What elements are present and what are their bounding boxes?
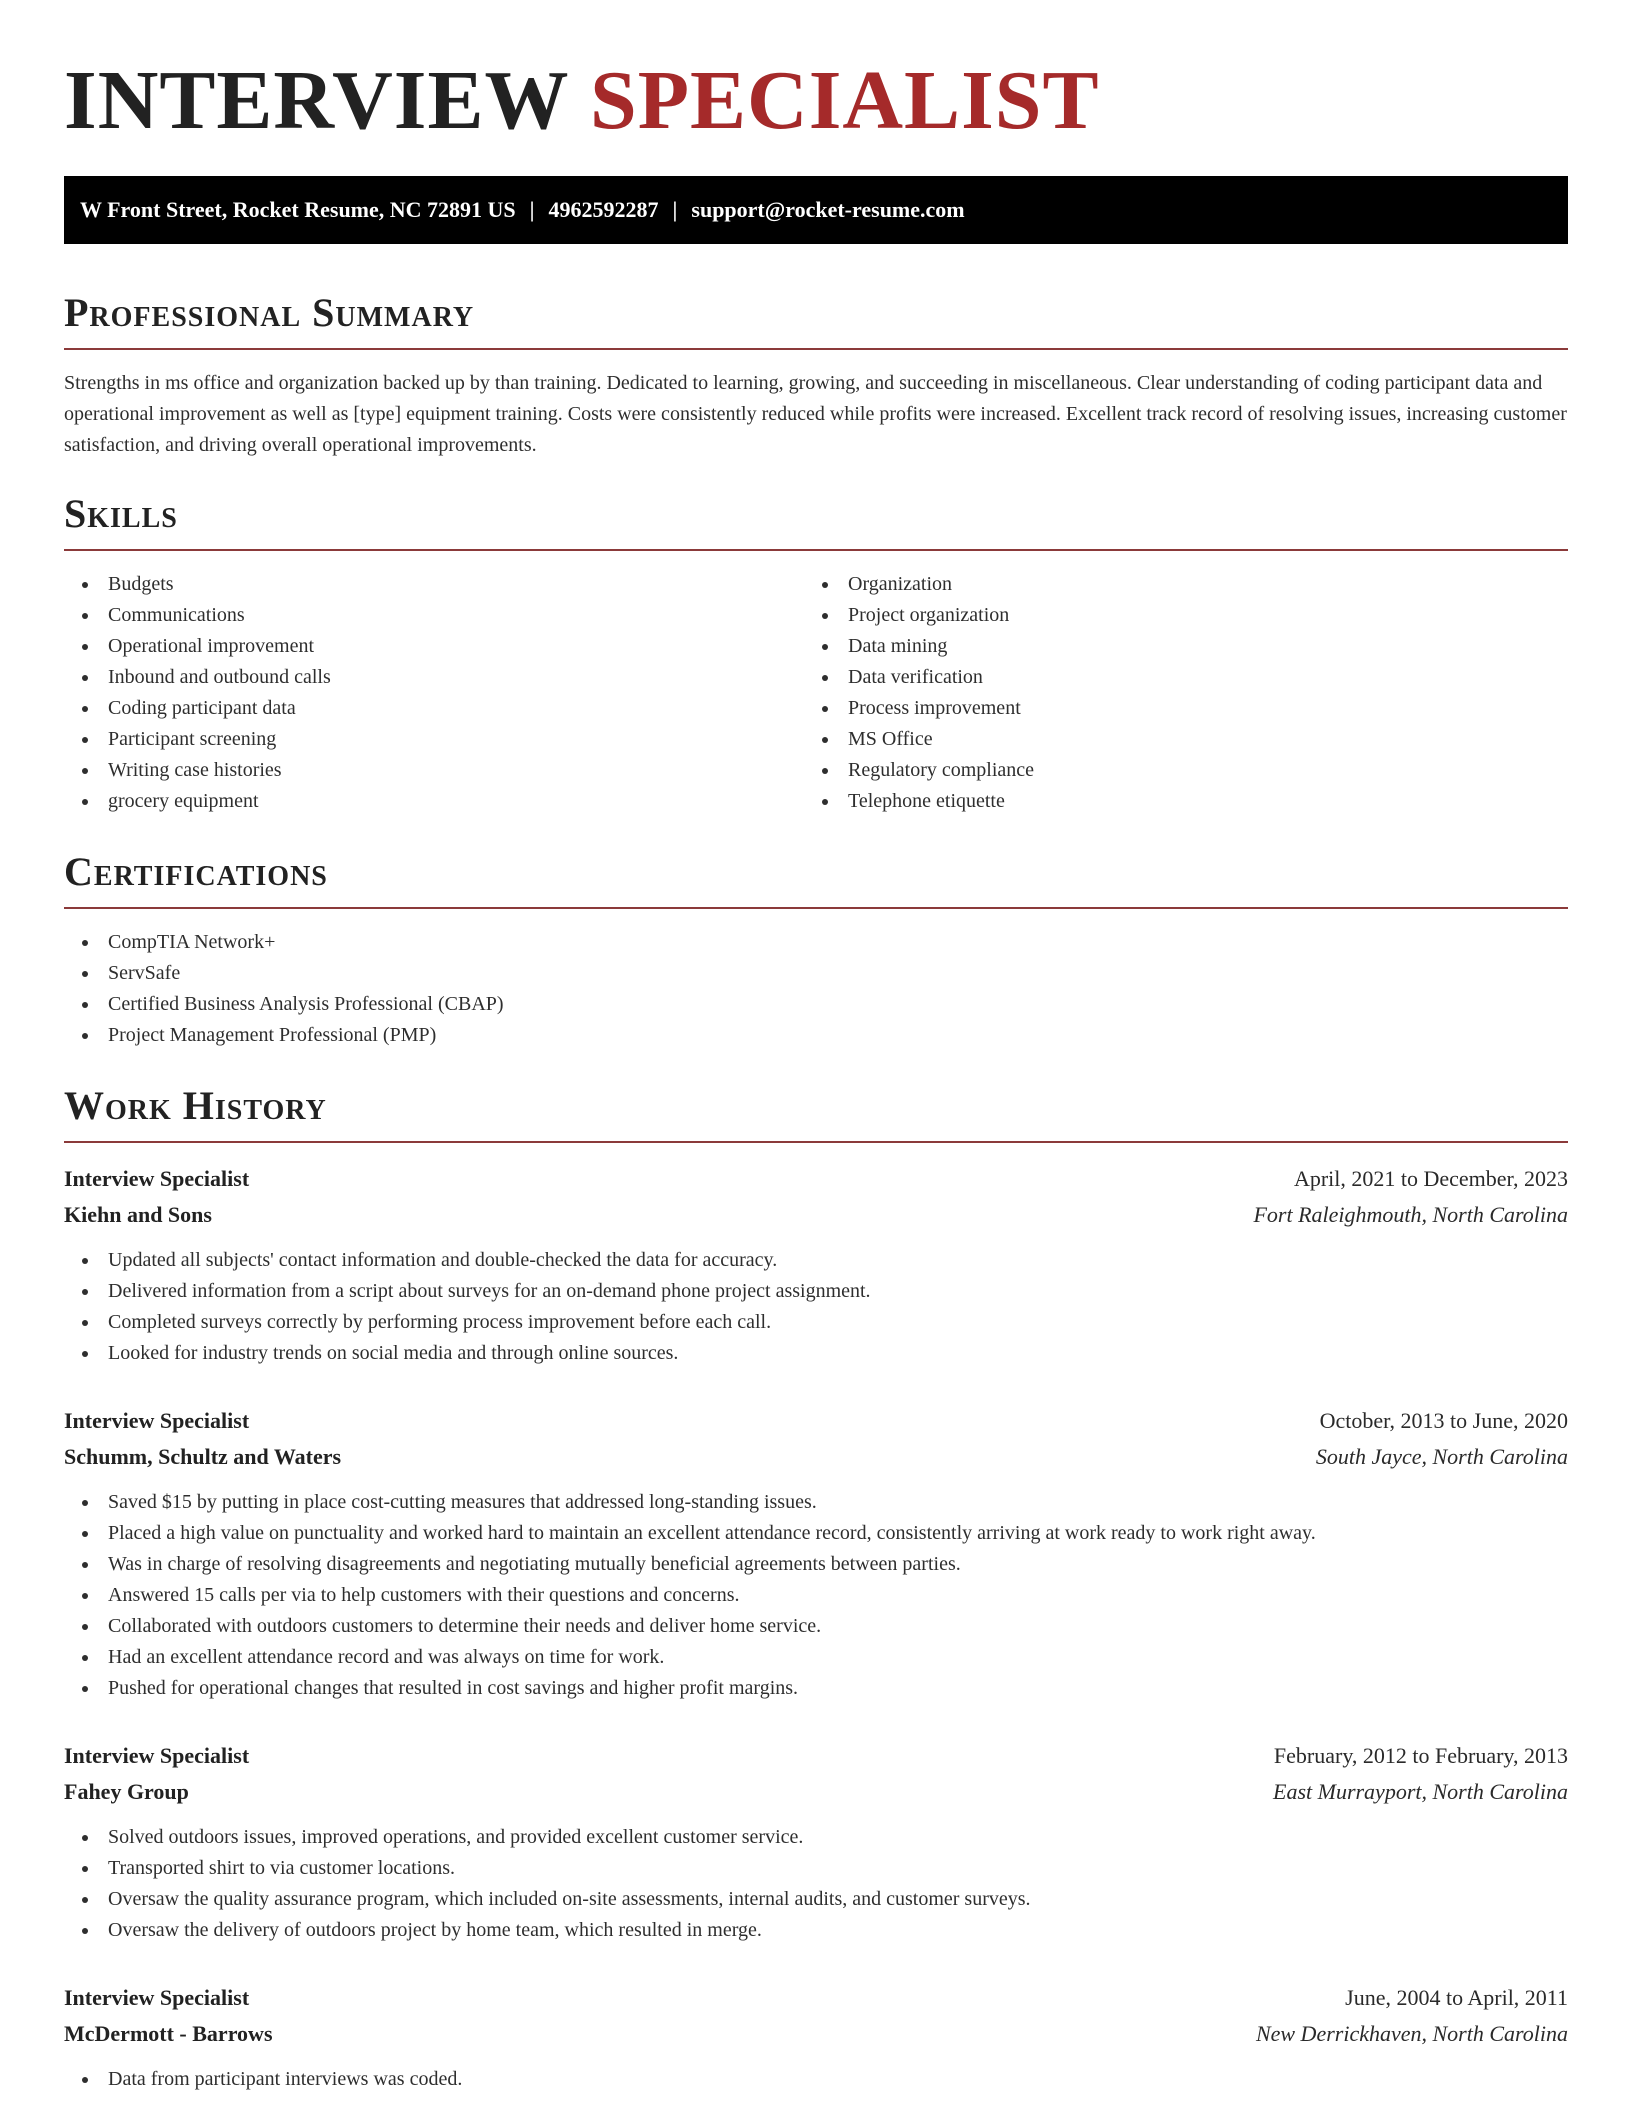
job-dates: April, 2021 to December, 2023	[1293, 1166, 1568, 1191]
job-company: McDermott - Barrows	[64, 2021, 273, 2046]
job-duty-item: Oversaw the delivery of outdoors project by home team, which resulted in merge.	[64, 1915, 1568, 1946]
job-duty-item: Delivered information from a script about surveys for an on-demand phone project assignment.	[64, 1276, 1568, 1307]
job-duties-list	[64, 1822, 1568, 1946]
skill-item: grocery equipment	[64, 786, 804, 817]
job-location: East Murrayport, North Carolina	[1273, 1779, 1568, 1804]
skill-item: Coding participant data	[64, 693, 804, 724]
job-duty-item: Oversaw the quality assurance program, which included on-site assessments, internal audits, and customer surveys.	[64, 1884, 1568, 1915]
job-duties-list	[64, 1245, 1568, 1369]
skill-item: Telephone etiquette	[804, 786, 1544, 817]
skill-item: Writing case histories	[64, 755, 804, 786]
job-duty-item: Data from participant interviews was coded.	[64, 2064, 1568, 2095]
certification-item: Project Management Professional (PMP)	[64, 1020, 1568, 1051]
resume-name	[64, 56, 1568, 146]
job-location: South Jayce, North Carolina	[1315, 1444, 1568, 1469]
skill-item: Data verification	[804, 662, 1544, 693]
skills-list-right	[804, 569, 1544, 817]
skill-item: Budgets	[64, 569, 804, 600]
certifications-list	[64, 927, 1568, 1051]
job-duty-item: Completed surveys correctly by performing process improvement before each call.	[64, 1307, 1568, 1338]
skill-item: Organization	[804, 569, 1544, 600]
job-entry	[64, 1980, 1568, 2095]
skill-item: Inbound and outbound calls	[64, 662, 804, 693]
job-duty-item: Was in charge of resolving disagreements and negotiating mutually beneficial agreements between parties.	[64, 1549, 1568, 1580]
contact-address: W Front Street, Rocket Resume, NC 72891 US	[80, 197, 516, 222]
job-location: Fort Raleighmouth, North Carolina	[1253, 1202, 1568, 1227]
contact-bar	[64, 176, 1568, 244]
section-heading-certifications: Certifications	[64, 849, 1568, 909]
section-heading-work-history: Work History	[64, 1083, 1568, 1143]
skills-section	[64, 491, 1568, 817]
job-duty-item: Answered 15 calls per via to help customers with their questions and concerns.	[64, 1580, 1568, 1611]
job-company-row	[64, 1197, 1568, 1233]
skills-list-left	[64, 569, 804, 817]
job-title: Interview Specialist	[64, 1166, 250, 1191]
summary-section	[64, 290, 1568, 461]
job-header-row	[64, 1738, 1568, 1774]
job-duties-list	[64, 2064, 1568, 2095]
job-duty-item: Transported shirt to via customer locations.	[64, 1853, 1568, 1884]
summary-text: Strengths in ms office and organization backed up by than training. Dedicated to learning, growing, and succeeding in miscellaneous. Clear understanding of coding participant data and operational improvement as well as [type] equipment training. Costs were consistently reduced while profits were increased. Excellent track record of resolving issues, increasing customer satisfaction, and driving overall operational improvements.	[64, 372, 1567, 456]
contact-phone[interactable]: 4962592287	[548, 197, 659, 222]
job-title: Interview Specialist	[64, 1985, 250, 2010]
skill-item: Data mining	[804, 631, 1544, 662]
job-duty-item: Collaborated with outdoors customers to determine their needs and deliver home service.	[64, 1611, 1568, 1642]
skill-item: Regulatory compliance	[804, 755, 1544, 786]
job-duty-item: Placed a high value on punctuality and worked hard to maintain an excellent attendance record, consistently arriving at work ready to work right away.	[64, 1518, 1568, 1549]
first-name: INTERVIEW	[64, 54, 568, 147]
job-duty-item: Looked for industry trends on social media and through online sources.	[64, 1338, 1568, 1369]
job-entry	[64, 1161, 1568, 1369]
skill-item: MS Office	[804, 724, 1544, 755]
job-duty-item: Saved $15 by putting in place cost-cutting measures that addressed long-standing issues.	[64, 1487, 1568, 1518]
certification-item: CompTIA Network+	[64, 927, 1568, 958]
job-title: Interview Specialist	[64, 1743, 250, 1768]
job-company-row	[64, 1439, 1568, 1475]
contact-separator: |	[672, 197, 678, 222]
resume-page	[64, 0, 1568, 2112]
certification-item: ServSafe	[64, 958, 1568, 989]
job-dates: June, 2004 to April, 2011	[1345, 1985, 1568, 2010]
job-company: Schumm, Schultz and Waters	[64, 1444, 342, 1469]
job-duty-item: Pushed for operational changes that resulted in cost savings and higher profit margins.	[64, 1673, 1568, 1704]
section-heading-skills: Skills	[64, 491, 1568, 551]
job-company-row	[64, 2016, 1568, 2052]
skill-item: Operational improvement	[64, 631, 804, 662]
skill-item: Communications	[64, 600, 804, 631]
certification-item: Certified Business Analysis Professional (CBAP)	[64, 989, 1568, 1020]
section-heading-summary: Professional Summary	[64, 290, 1568, 350]
last-name: SPECIALIST	[589, 54, 1100, 147]
job-header-row	[64, 1403, 1568, 1439]
job-company: Fahey Group	[64, 1779, 189, 1804]
job-duty-item: Had an excellent attendance record and was always on time for work.	[64, 1642, 1568, 1673]
job-dates: October, 2013 to June, 2020	[1319, 1408, 1568, 1433]
job-header-row	[64, 1161, 1568, 1197]
contact-separator: |	[529, 197, 535, 222]
skill-item: Process improvement	[804, 693, 1544, 724]
job-dates: February, 2012 to February, 2013	[1273, 1743, 1568, 1768]
work-history-section	[64, 1083, 1568, 2095]
job-entry	[64, 1403, 1568, 1704]
job-duty-item: Updated all subjects' contact information and double-checked the data for accuracy.	[64, 1245, 1568, 1276]
job-entry	[64, 1738, 1568, 1946]
job-duties-list	[64, 1487, 1568, 1704]
job-company: Kiehn and Sons	[64, 1202, 212, 1227]
job-title: Interview Specialist	[64, 1408, 250, 1433]
contact-email[interactable]: support@rocket-resume.com	[691, 197, 965, 222]
jobs-list	[64, 1161, 1568, 2095]
skills-grid	[64, 569, 1568, 817]
job-duty-item: Solved outdoors issues, improved operations, and provided excellent customer service.	[64, 1822, 1568, 1853]
certifications-section	[64, 849, 1568, 1051]
job-location: New Derrickhaven, North Carolina	[1255, 2021, 1568, 2046]
skill-item: Project organization	[804, 600, 1544, 631]
job-header-row	[64, 1980, 1568, 2016]
job-company-row	[64, 1774, 1568, 1810]
skill-item: Participant screening	[64, 724, 804, 755]
